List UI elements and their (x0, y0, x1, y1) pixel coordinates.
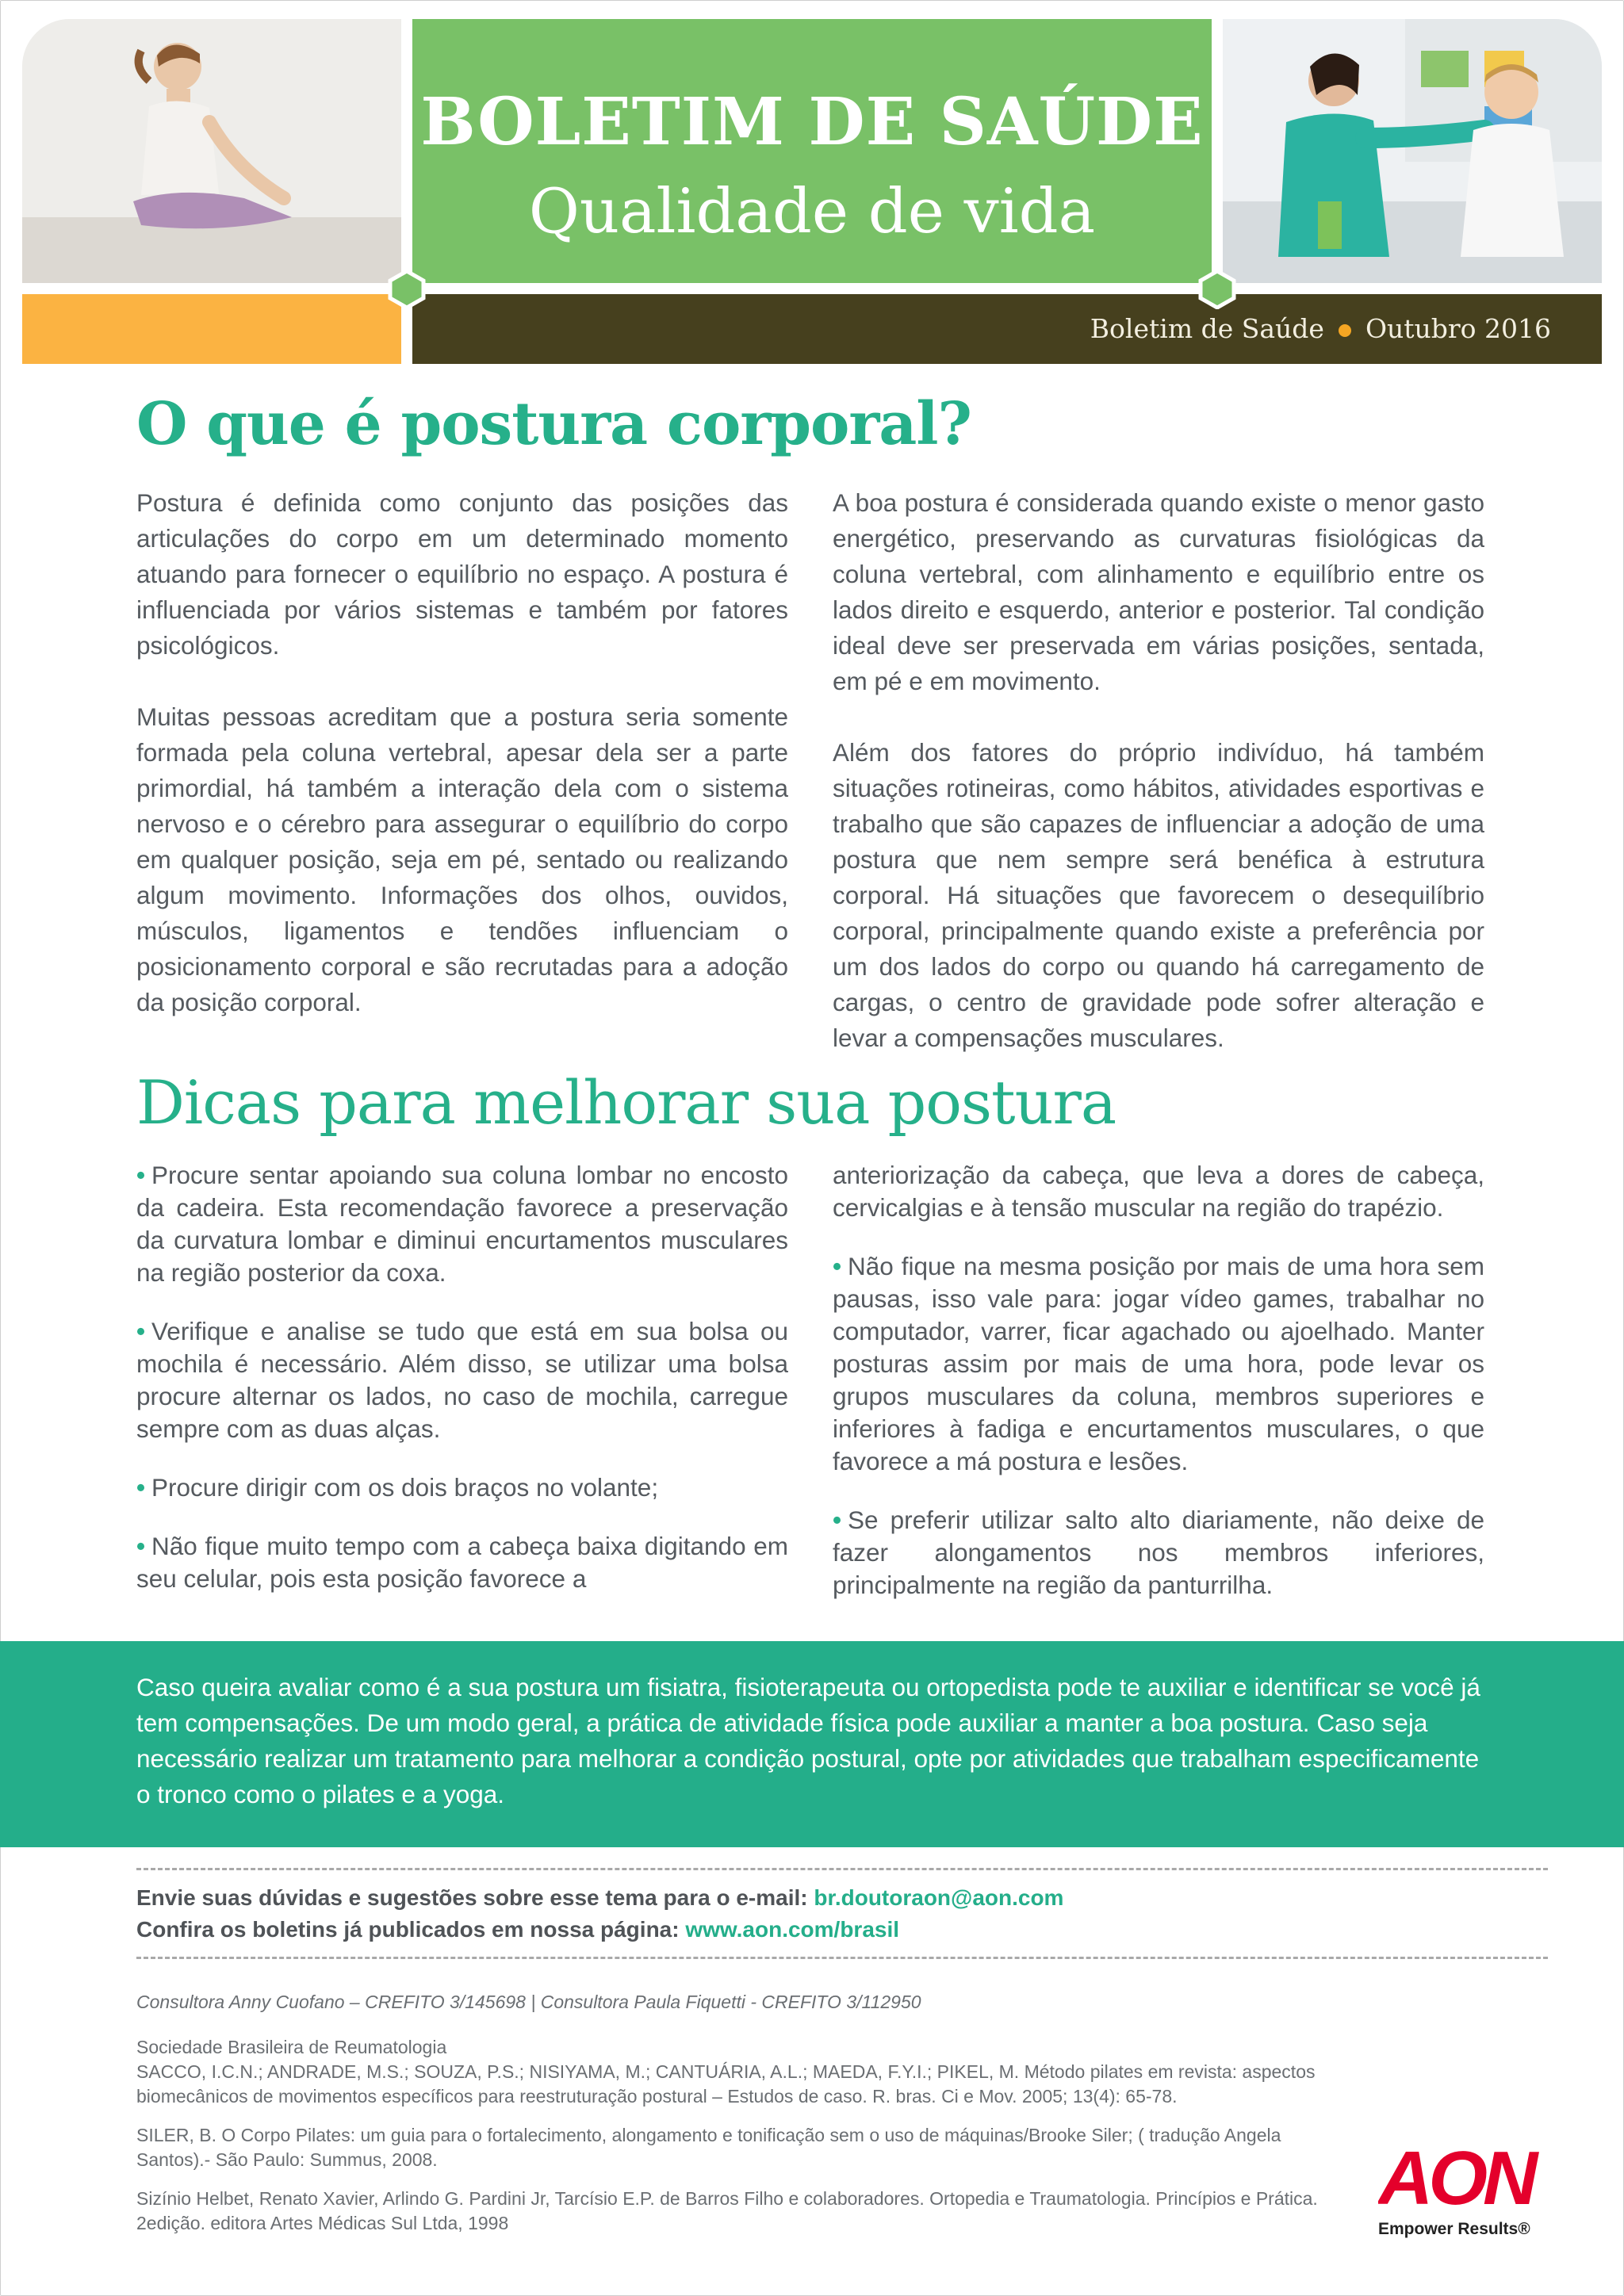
header-orange-bar (22, 294, 401, 364)
email-link[interactable]: br.doutoraon@aon.com (814, 1885, 1064, 1910)
tip-text: Procure dirigir com os dois braços no volante; (151, 1473, 659, 1502)
bullet-icon: • (136, 1161, 146, 1189)
dashed-divider (136, 1957, 1548, 1959)
header-title-panel (412, 19, 1212, 283)
advice-text: Caso queira avaliar como é a sua postura um fisiatra, fisioterapeuta ou ortopedista pode te auxiliar e identificar se você já tem compensações. De um modo geral, a prática de atividade física pode auxiliar a manter a boa postura. Caso seja necessário realizar um tratamento para melhorar a condição postural, opte por atividades que trabalham especificamente o tronco como o pilates e a yoga. (136, 1673, 1480, 1808)
section1-column-right (833, 485, 1484, 1092)
paragraph: Postura é definida como conjunto das posições das articulações do corpo em um determinado momento atuando para fornecer o equilíbrio no espaço. A postura é influenciada por vários sistemas e também por fatores psicológicos. (136, 488, 788, 660)
aon-tagline: Empower Results® (1378, 2220, 1530, 2238)
tip-item (136, 1530, 788, 1595)
dashed-divider (136, 1868, 1548, 1870)
hexagon-icon (387, 270, 427, 309)
yoga-woman-photo (22, 19, 401, 283)
separator-dot-icon (1339, 324, 1351, 337)
tip-text: Não fique na mesma posição por mais de uma hora sem pausas, isso vale para: jogar vídeo games, trabalhar no computador, varrer, ficar agachado ou ajoelhado. Manter posturas assim por mais de uma hora, pode levar os grupos musculares da coluna, membros superiores e inferiores à fadiga e encurtamentos musculares, o que favorece a má postura e lesões. (833, 1252, 1484, 1475)
reference-text: Sociedade Brasileira de Reumatologia (136, 2037, 447, 2057)
paragraph: Muitas pessoas acreditam que a postura seria somente formada pela coluna vertebral, apesar dela ser a parte primordial, há também a interação dela com o sistema nervoso e o cérebro para assegurar o equilíbrio do corpo em qualquer posição, seja em pé, sentado ou realizando algum movimento. Informações dos olhos, ouvidos, músculos, ligamentos e tendões influenciam o posicionamento corporal e são recrutadas para a adoção da posição corporal. (136, 702, 788, 1016)
reference-item (136, 2035, 1326, 2109)
tip-text: Não fique muito tempo com a cabeça baixa digitando em seu celular, pois esta posição favorece a (136, 1532, 788, 1593)
consultant-credit: Consultora Anny Cuofano – CREFITO 3/145698 | Consultora Paula Fiquetti - CREFITO 3/112950 (136, 1992, 921, 2012)
site-label: Confira os boletins já publicados em nossa página: (136, 1917, 686, 1942)
references (136, 1990, 1326, 2250)
bullet-icon: • (136, 1473, 146, 1502)
svg-text:AON: AON (1378, 2136, 1534, 2215)
tip-item (833, 1504, 1484, 1601)
tip-text: Verifique e analise se tudo que está em sua bolsa ou mochila é necessário. Além disso, se utilizar uma bolsa procure alternar os lados, no caso de mochila, carregue sempre com as duas alças. (136, 1317, 788, 1443)
tip-item (136, 1471, 788, 1504)
reference-text: SACCO, I.C.N.; ANDRADE, M.S.; SOUZA, P.S.; NISIYAMA, M.; CANTUÁRIA, A.L.; MAEDA, F.Y.I.; PIKEL, M. Método pilates em revista: aspectos biomecânicos de movimentos específicos para reestruturação postural – Estudos de caso. R. bras. Ci e Mov. 2005; 13(4): 65-78. (136, 2061, 1316, 2107)
bullet-icon: • (136, 1532, 146, 1560)
bulletin-date-line (1090, 313, 1551, 344)
reference-item: SILER, B. O Corpo Pilates: um guia para o fortalecimento, alongamento e tonificação sem o uso de máquinas/Brooke Siler; ( tradução Angela Santos).- São Paulo: Summus, 2008. (136, 2125, 1281, 2170)
bullet-icon: • (833, 1506, 842, 1534)
contact-email-line (136, 1885, 1063, 1911)
tip-item (833, 1250, 1484, 1478)
website-link[interactable]: www.aon.com/brasil (685, 1917, 900, 1942)
bullet-icon: • (833, 1252, 842, 1280)
section-title-posture: O que é postura corporal? (136, 390, 971, 458)
email-label: Envie suas dúvidas e sugestões sobre esse tema para o e-mail: (136, 1885, 814, 1910)
header-date-bar (412, 294, 1602, 364)
yoga-woman-illustration (22, 19, 401, 283)
reference-item: Sizínio Helbet, Renato Xavier, Arlindo G. Pardini Jr, Tarcísio E.P. de Barros Filho e colaboradores. Ortopedia e Traumatologia. Princípios e Prática. 2edição. editora Artes Médicas Sul Ltda, 1998 (136, 2188, 1318, 2233)
tip-item (136, 1159, 788, 1289)
bulletin-label: Boletim de Saúde (1090, 313, 1324, 344)
tip-text: Se preferir utilizar salto alto diariamente, não deixe de fazer alongamentos nos membros inferiores, principalmente na região da panturrilha. (833, 1506, 1484, 1599)
bullet-icon: • (136, 1317, 146, 1345)
tips-column-right (833, 1159, 1484, 1628)
section1-column-left (136, 485, 788, 1056)
tip-item (136, 1315, 788, 1445)
hexagon-icon (1197, 270, 1237, 309)
paragraph: Além dos fatores do próprio indivíduo, há também situações rotineiras, como hábitos, atividades esportivas e trabalho que são capazes de influenciar a adoção de uma postura que nem sempre será benéfica à estrutura corporal. Há situações que favorecem o desequilíbrio corporal, principalmente quando existe a preferência por um dos lados do corpo ou quando há carregamento de cargas, o centro de gravidade pode sofrer alteração e levar a compensações musculares. (833, 738, 1484, 1052)
bulletin-date: Outubro 2016 (1365, 313, 1551, 344)
section-title-tips: Dicas para melhorar sua postura (136, 1067, 1116, 1138)
tip-continuation: anteriorização da cabeça, que leva a dores de cabeça, cervicalgias e à tensão muscular na região do trapézio. (833, 1161, 1484, 1222)
tips-column-left (136, 1159, 788, 1621)
tip-text: Procure sentar apoiando sua coluna lombar no encosto da cadeira. Esta recomendação favorece a preservação da curvatura lombar e diminui encurtamentos musculares na região posterior da coxa. (136, 1161, 788, 1287)
aon-logo (1378, 2136, 1545, 2215)
page-title: BOLETIM DE SAÚDE (420, 84, 1204, 160)
contact-site-line (136, 1917, 899, 1942)
therapist-child-illustration (1223, 19, 1602, 283)
page-subtitle: Qualidade de vida (528, 176, 1096, 247)
advice-band (0, 1641, 1624, 1847)
therapist-child-photo (1223, 19, 1602, 283)
paragraph: A boa postura é considerada quando existe o menor gasto energético, preservando as curvaturas fisiológicas da coluna vertebral, com alinhamento e equilíbrio entre os lados direito e esquerdo, anterior e posterior. Tal condição ideal deve ser preservada em várias posições, sentada, em pé e em movimento. (833, 488, 1484, 695)
